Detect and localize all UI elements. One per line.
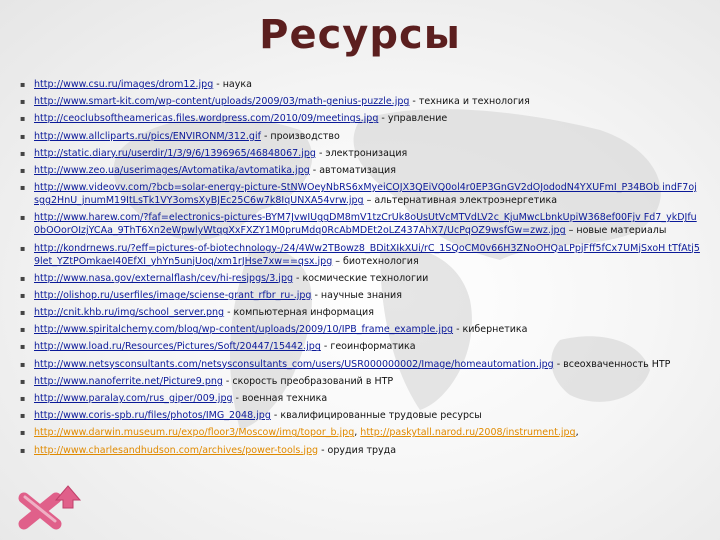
resource-link[interactable]: http://www.smart-kit.com/wp-content/uploads/2009/03/math-genius-puzzle.jpg (34, 96, 410, 108)
resource-link[interactable]: http://www.paralay.com/rus_giper/009.jpg (34, 393, 233, 404)
resource-link[interactable]: http://kondrnews.ru/?eff=pictures-of-biotechnology-/24/4Ww2TBowz8_BDitXIkXUi/rC_1SQoCM0v66H3ZNoOHQaLPpjFff5fCx7UMjSxoH tTfAtj59let_YZtPOmkaeI40EfXI_yhYn5unjUoq/xm1rJHse7xw==qsx.jpg (34, 242, 700, 267)
resource-item (20, 444, 700, 457)
resource-link[interactable]: http://olishop.ru/userfiles/image/sciense-grant_rfbr_ru-.jpg (34, 289, 312, 301)
resource-description: – альтернативная электроэнергетика (363, 195, 558, 207)
resource-link[interactable]: http://www.coris-spb.ru/files/photos/IMG_2048.jpg (34, 410, 271, 422)
resource-description: - всеохваченность НТР (553, 358, 671, 370)
resource-link[interactable]: http://ceoclubsoftheamericas.files.wordpress.com/2010/09/meetings.jpg (34, 113, 379, 125)
resource-link[interactable]: http://www.nanoferrite.net/Picture9.png (34, 375, 223, 387)
resource-description: - научные знания (311, 289, 402, 301)
resource-description: - техника и технология (409, 96, 530, 108)
resource-description: - квалифицированные трудовые ресурсы (270, 410, 482, 422)
resource-item (20, 211, 700, 237)
resource-link[interactable]: http://www.darwin.museum.ru/expo/floor3/Moscow/img/topor_b.jpg (34, 427, 355, 439)
resource-link[interactable]: http://www.videovv.com/?bcb=solar-energy-picture-StNWOeyNbRS6xMyeiCOJX3QEiVQ0ol4r0EP3GnGV2dOJododN4YXUFmI_P34BOb indF7ojsgg2HnU_jnumM19ItLsTk1VY3omsXyBJEc25C6w7k8IqUNXA54vrw.jpg (34, 182, 697, 207)
resource-item (20, 272, 700, 285)
resource-item (20, 164, 700, 177)
resource-item (20, 358, 700, 371)
resource-description: - космические технологии (293, 272, 429, 284)
resource-link[interactable]: http://www.spiritalchemy.com/blog/wp-content/uploads/2009/10/IPB_frame_example.jpg (34, 324, 454, 336)
resource-link[interactable]: http://static.diary.ru/userdir/1/3/9/6/1396965/46848067.jpg (34, 147, 316, 159)
resource-link[interactable]: http://www.charlesandhudson.com/archives/power-tools.jpg (34, 444, 319, 456)
resource-item (20, 289, 700, 302)
resource-description: - компьютерная информация (224, 307, 374, 319)
resource-item (20, 340, 700, 353)
resource-description: – новые материалы (565, 225, 667, 237)
resource-link[interactable]: http://www.load.ru/Resources/Pictures/Soft/20447/15442.jpg (34, 341, 321, 353)
resource-description: - автоматизация (309, 164, 396, 176)
resource-item (20, 392, 700, 405)
resource-description: - управление (378, 113, 448, 125)
resource-item (20, 242, 700, 268)
resource-description: - орудия труда (318, 444, 397, 456)
resource-link[interactable]: http://www.allcliparts.ru/pics/ENVIRONM/312.gif (34, 130, 261, 142)
resource-description: - скорость преобразований в НТР (222, 375, 394, 387)
resource-description: , (575, 427, 579, 439)
resource-description: - наука (213, 79, 252, 90)
resource-description: - кибернетика (453, 324, 528, 336)
resource-link[interactable]: http://www.csu.ru/images/drom12.jpg (34, 79, 214, 90)
resource-link[interactable]: http://cnit.khb.ru/img/school_server.png (34, 307, 225, 319)
resource-item (20, 181, 700, 207)
resource-item (20, 95, 700, 108)
resource-link[interactable]: http://www.netsysconsultants.com/netsysconsultants_com/users/USR000000002/Image/homeautomation.jpg (34, 358, 554, 370)
resource-item (20, 323, 700, 336)
resource-description: - электронизация (315, 147, 408, 159)
arrow-up-icon[interactable] (54, 484, 82, 510)
resource-item (20, 426, 700, 439)
resource-link[interactable]: http://www.zeo.ua/userimages/Avtomatika/avtomatika.jpg (34, 164, 310, 176)
resource-description: - геоинформатика (320, 341, 416, 353)
resource-list (20, 78, 700, 461)
resource-item (20, 147, 700, 160)
resource-description: - производство (260, 130, 340, 142)
resource-link[interactable]: http://paskytall.narod.ru/2008/instrument.jpg (360, 427, 576, 439)
resource-item (20, 409, 700, 422)
resource-separator: , (354, 427, 361, 439)
resource-item (20, 375, 700, 388)
resource-description: – биотехнология (332, 255, 419, 267)
resource-description: - военная техника (232, 393, 328, 404)
slide-title: Ресурсы (259, 12, 461, 58)
resource-item (20, 130, 700, 143)
resource-link[interactable]: http://www.nasa.gov/externalflash/cev/hi-resjpgs/3.jpg (34, 272, 294, 284)
resource-item (20, 306, 700, 319)
resource-item (20, 78, 700, 91)
resource-link[interactable]: http://www.harew.com/?faf=electronics-pictures-BYM7JvwIUggDM8mV1tzCrUk8oUsUtVcMTVdLV2c_KjuMwcLbnkUpiW368ef00Fjv Fd7_ykDJfu0bOOorOIzjYCAa_9ThT6Xn2eWpwlyWtqgXxFXZY1M0pruMdq0RcAbMDEt2oLZ437AhX7/UcPqOZ9wsfGw=zwz.jpg (34, 212, 697, 237)
resource-item (20, 112, 700, 125)
